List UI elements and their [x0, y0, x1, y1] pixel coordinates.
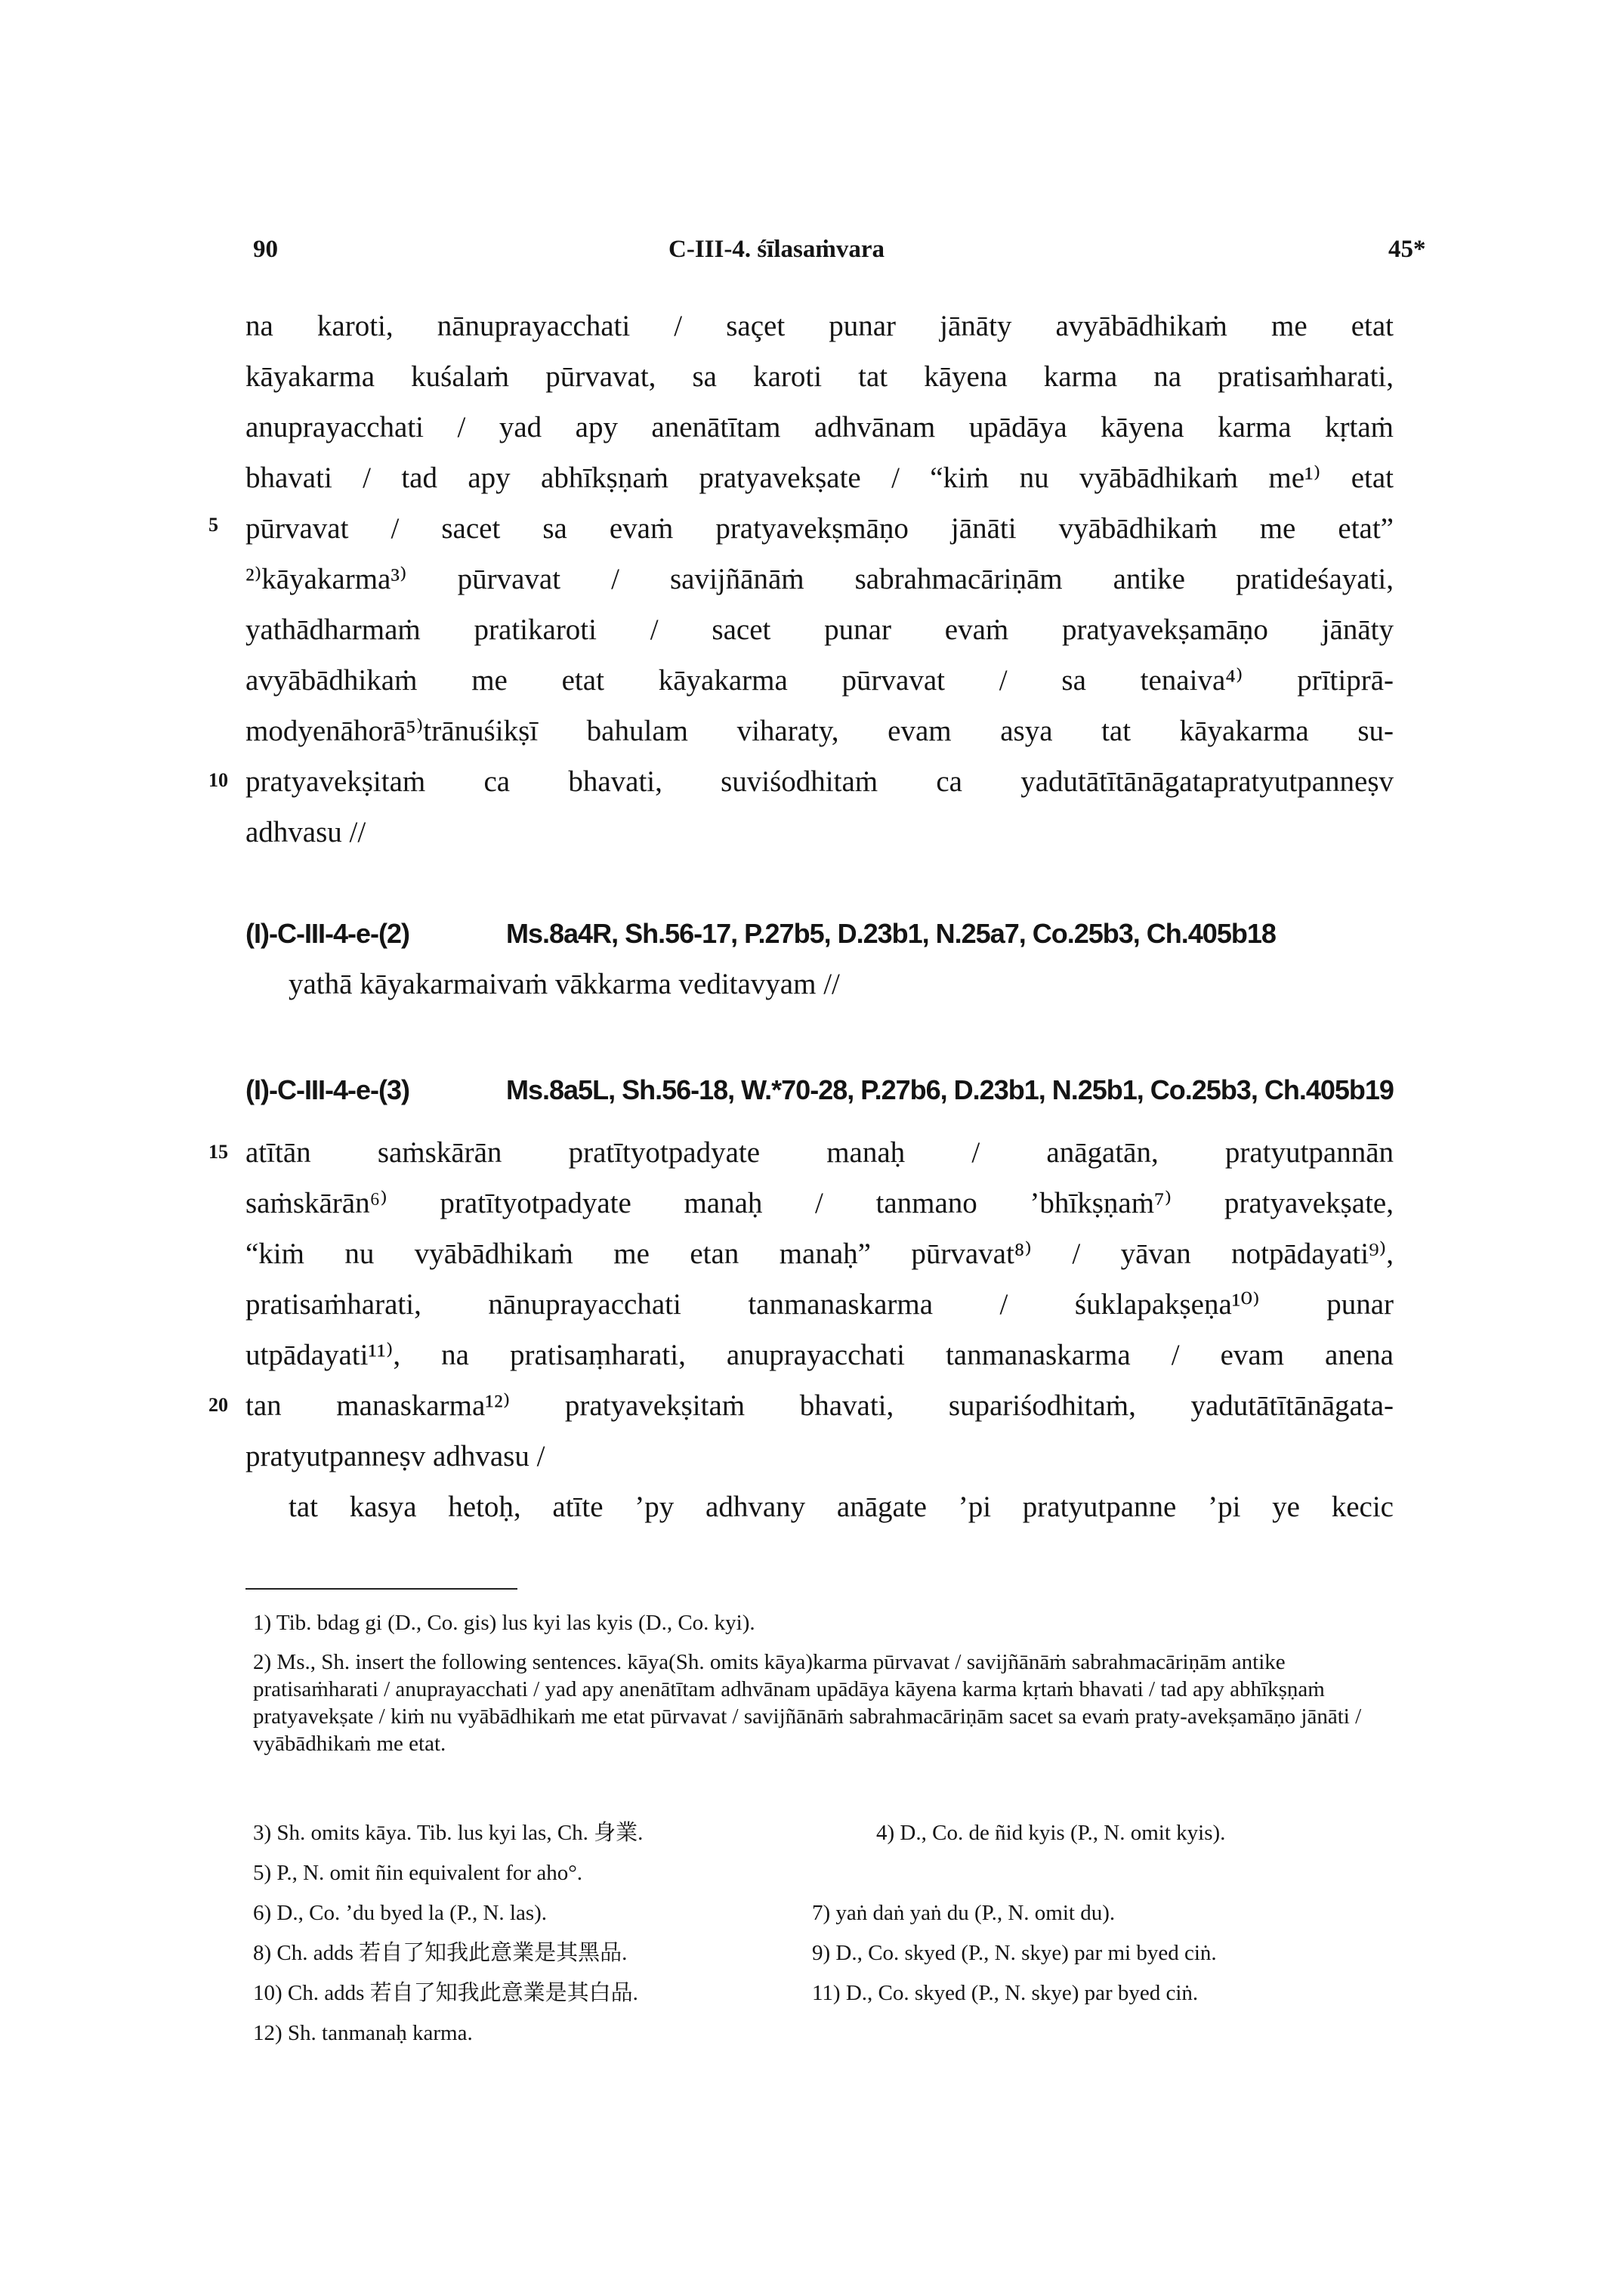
page-number: 90 [253, 236, 278, 263]
text-line: atītān saṁskārān pratītyotpadyate manaḥ / anāgatān, pratyutpannān [245, 1136, 1394, 1169]
text-line: tan manaskarma¹²⁾ pratyavekṣitaṁ bhavati, supariśodhitaṁ, yadutātītānāgata- [245, 1389, 1394, 1422]
text-line: pratyutpanneṣv adhvasu / [245, 1440, 545, 1472]
line-number: 15 [208, 1141, 228, 1163]
text-line: pūrvavat / sacet sa evaṁ pratyavekṣmāṇo jānāti vyābādhikaṁ me etat” [245, 512, 1394, 545]
section-reference [245, 918, 1276, 950]
text-line: ²⁾kāyakarma³⁾ pūrvavat / savijñānāṁ sabrahmacāriṇām antike pratideśayati, [245, 563, 1394, 595]
footnote: 12) Sh. tanmanaḥ karma. [253, 2021, 473, 2045]
section-reference [245, 1074, 1394, 1106]
footnote: 4) D., Co. de ñid kyis (P., N. omit kyis). [876, 1821, 1226, 1845]
footnote: 6) D., Co. ’du byed la (P., N. las). [253, 1901, 548, 1925]
text-line: pratisaṁharati, nānuprayacchati tanmanaskarma / śuklapakṣeṇa¹⁰⁾ punar [245, 1288, 1394, 1321]
footnote: 7) yaṅ daṅ yaṅ du (P., N. omit du). [812, 1901, 1116, 1925]
section-id: (I)-C-III-4-e-(3) [245, 1074, 409, 1105]
text-line: tat kasya hetoḥ, atīte ’py adhvany anāgate ’pi pratyutpanne ’pi ye kecic [289, 1491, 1394, 1523]
footnote: 1) Tib. bdag gi (D., Co. gis) lus kyi las kyis (D., Co. kyi). [253, 1611, 755, 1635]
text-line: yathādharmaṁ pratikaroti / sacet punar evaṁ pratyavekṣamāṇo jānāty [245, 613, 1394, 646]
footnote: 9) D., Co. skyed (P., N. skye) par mi byed ciṅ. [812, 1941, 1217, 1965]
line-number: 10 [208, 769, 228, 791]
text-line: saṁskārān⁶⁾ pratītyotpadyate manaḥ / tanmano ’bhīkṣṇaṁ⁷⁾ pratyavekṣate, [245, 1187, 1394, 1219]
section-id: (I)-C-III-4-e-(2) [245, 918, 409, 949]
footnote: 11) D., Co. skyed (P., N. skye) par byed ciṅ. [812, 1981, 1199, 2005]
manuscript-sigla: Ms.8a4R, Sh.56-17, P.27b5, D.23b1, N.25a7, Co.25b3, Ch.405b18 [506, 918, 1276, 949]
footnote: 3) Sh. omits kāya. Tib. lus kyi las, Ch. 身業. [253, 1821, 644, 1845]
text-line: kāyakarma kuśalaṁ pūrvavat, sa karoti tat kāyena karma na pratisaṁharati, [245, 360, 1394, 393]
text-line: pratyavekṣitaṁ ca bhavati, suviśodhitaṁ ca yadutātītānāgatapratyutpanneṣv [245, 765, 1394, 798]
text-line: bhavati / tad apy abhīkṣṇaṁ pratyavekṣate / “kiṁ nu vyābādhikaṁ me¹⁾ etat [245, 462, 1394, 494]
text-line: avyābādhikaṁ me etat kāyakarma pūrvavat / sa tenaiva⁴⁾ prītiprā- [245, 664, 1394, 697]
main-text-block-1 [245, 301, 1394, 858]
section-text: yathā kāyakarmaivaṁ vākkarma veditavyam // [289, 968, 840, 1000]
line-number: 20 [208, 1394, 228, 1416]
text-line: “kiṁ nu vyābādhikaṁ me etan manaḥ” pūrvavat⁸⁾ / yāvan notpādayati⁹⁾, [245, 1238, 1394, 1270]
main-text-block-3 [245, 1127, 1394, 1532]
folio-marker: 45* [1388, 236, 1426, 263]
manuscript-sigla: Ms.8a5L, Sh.56-18, W.*70-28, P.27b6, D.23b1, N.25b1, Co.25b3, Ch.405b19 [506, 1074, 1394, 1105]
footnote: 2) Ms., Sh. insert the following sentences. kāya(Sh. omits kāya)karma pūrvavat / savijñānāṁ sabrahmacāriṇām antike pratisaṁharati / anuprayacchati / yad apy anenātītam adhvānam upādāya kāyena karma kṛtaṁ bhavati / tad apy abhīkṣṇaṁ pratyavekṣate / kiṁ nu vyābādhikaṁ me etat pūrvavat / savijñānāṁ sabrahmacāriṇām sacet sa evaṁ praty-avekṣamāṇo jānāti / vyābādhikaṁ me etat. [253, 1650, 1362, 1756]
text-line: adhvasu // [245, 816, 366, 848]
footnote: 10) Ch. adds 若自了知我此意業是其白品. [253, 1981, 638, 2005]
footnote: 5) P., N. omit ñin equivalent for aho°. [253, 1861, 583, 1885]
text-line: utpādayati¹¹⁾, na pratisaṃharati, anuprayacchati tanmanaskarma / evam anena [245, 1339, 1394, 1371]
text-line: na karoti, nānuprayacchati / saçet punar jānāty avyābādhikaṁ me etat [245, 310, 1394, 342]
text-line: anuprayacchati / yad apy anenātītam adhvānam upādāya kāyena karma kṛtaṁ [245, 411, 1394, 443]
running-title: C-III-4. śīlasaṁvara [668, 236, 885, 263]
footnote: 8) Ch. adds 若自了知我此意業是其黑品. [253, 1941, 628, 1965]
footnote-rule [245, 1588, 517, 1590]
line-number: 5 [208, 514, 218, 536]
text-line: modyenāhorā⁵⁾trānuśikṣī bahulam viharaty, evam asya tat kāyakarma su- [245, 715, 1394, 747]
